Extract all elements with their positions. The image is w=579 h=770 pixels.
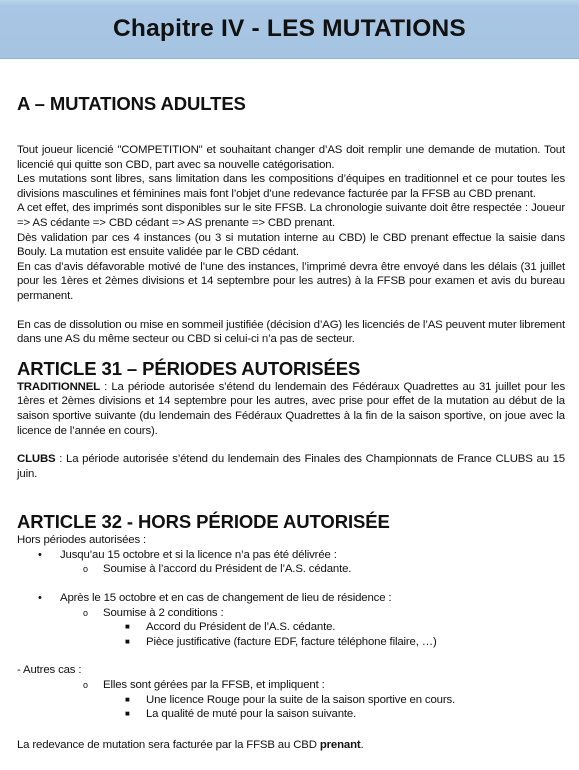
article-32-heading: ARTICLE 32 - HORS PÉRIODE AUTORISÉE xyxy=(17,511,390,533)
article-32-sub-sub-list-3 xyxy=(17,693,565,722)
circle-bullet-icon: o xyxy=(83,564,88,575)
list-item: o Elles sont gérées par la FFSB, et impliquent : xyxy=(83,679,325,692)
section-a-heading: A – MUTATIONS ADULTES xyxy=(17,93,246,114)
clubs-label: CLUBS xyxy=(17,453,56,466)
list-item: o Soumise à l’accord du Président de l’A.S. cédante. xyxy=(83,563,352,576)
section-a-paragraph-6: En cas de dissolution ou mise en sommeil justifiée (décision d’AG) les licenciés de l’AS peuvent muter librement dans une AS du même secteur ou CBD si celui-ci n’a pas de secteur. xyxy=(17,318,565,346)
list-item: • Après le 15 octobre et en cas de changement de lieu de résidence : xyxy=(38,592,392,605)
article-32-final-note: La redevance de mutation sera facturée par la FFSB au CBD prenant. xyxy=(17,738,364,751)
article-32-intro: Hors périodes autorisées : xyxy=(17,534,147,547)
list-item: ■ Pièce justificative (facture EDF, facture téléphone filaire, …) xyxy=(125,635,437,648)
section-a-paragraph-3: A cet effet, des imprimés sont disponibles sur le site FFSB. La chronologie suivante doit être respectée : Joueur => AS cédante => CBD cédant => AS prenante => CBD prenant. xyxy=(17,202,565,229)
traditionnel-text: : La période autorisée s’étend du lendemain des Fédéraux Quadrettes au 31 juillet pour les 1ères et 2èmes divisions et 14 septembre pour les autres, avec prise pour effet de la mutation au début de la saison sportive suivante (du lendemain des Fédéraux Quadrettes à la fin de la saison sportive, on joue avec la licence de l’année en cours). xyxy=(17,380,565,437)
bullet-icon: • xyxy=(38,548,42,561)
traditionnel-label: TRADITIONNEL xyxy=(17,380,100,393)
list-item: ■ Une licence Rouge pour la suite de la saison sportive en cours. xyxy=(125,693,456,706)
square-bullet-icon: ■ xyxy=(125,709,130,719)
article-32-bullet-list-2 xyxy=(17,591,565,606)
section-a-paragraph-5: En cas d’avis défavorable motivé de l’une des instances, l’imprimé devra être envoyé dans les délais (31 juillet pour les 1ères et 2èmes divisions et 14 septembre pour les autres) à la FFSB pour examen et avis du bureau permanent. xyxy=(17,260,565,302)
square-bullet-icon: ■ xyxy=(125,636,130,646)
article-32-sub-list-2 xyxy=(17,606,565,621)
list-item: o Soumise à 2 conditions : xyxy=(83,606,224,619)
chapter-title: Chapitre IV - LES MUTATIONS xyxy=(113,15,466,42)
article-31-traditionnel xyxy=(17,380,565,438)
square-bullet-icon: ■ xyxy=(125,694,130,704)
list-item: ■ Accord du Président de l’A.S. cédante. xyxy=(125,621,336,634)
article-31-clubs xyxy=(17,452,565,481)
list-item: • Jusqu’au 15 octobre et si la licence n’a pas été délivrée : xyxy=(38,548,337,561)
chapter-title-bar xyxy=(0,0,579,59)
circle-bullet-icon: o xyxy=(83,607,88,618)
document-body xyxy=(17,58,565,752)
circle-bullet-icon: o xyxy=(83,680,88,691)
article-32-autres-cas: - Autres cas : xyxy=(17,664,82,677)
section-a-paragraph-1: Tout joueur licencié "COMPETITION" et souhaitant changer d’AS doit remplir une demande de mutation. Tout licencié qui quitte son CBD, part avec sa nouvelle catégorisation. xyxy=(17,144,565,171)
article-31-heading: ARTICLE 31 – PÉRIODES AUTORISÉES xyxy=(17,357,361,379)
article-32-sub-list-3 xyxy=(17,678,565,693)
article-32-sub-sub-list-2 xyxy=(17,620,565,649)
square-bullet-icon: ■ xyxy=(125,622,130,632)
bullet-icon: • xyxy=(38,592,42,605)
article-32-sub-list-1 xyxy=(17,562,565,577)
section-a-paragraph-2: Les mutations sont libres, sans limitation dans les compositions d’équipes en traditionnel et ce pour toutes les divisions masculines et féminines mais font l’objet d’une redevance facturée par la FFSB au CBD prenant. xyxy=(17,173,565,200)
list-item: ■ La qualité de muté pour la saison suivante. xyxy=(125,708,357,721)
article-32-bullet-list-1 xyxy=(17,548,565,563)
clubs-text: : La période autorisée s’étend du lendemain des Finales des Championnats de France CLUBS au 15 juin. xyxy=(17,453,565,480)
section-a-paragraph-4: Dès validation par ces 4 instances (ou 3 si mutation interne au CBD) le CBD prenant effectue la saisie dans Bouly. La mutation est ensuite validée par le CBD cédant. xyxy=(17,231,565,259)
